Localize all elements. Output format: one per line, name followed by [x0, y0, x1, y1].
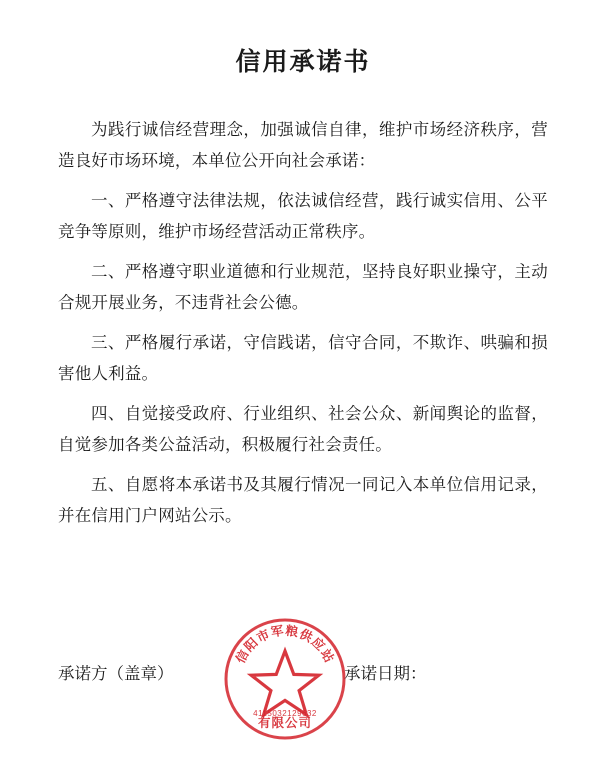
paragraph-item-4: 四、自觉接受政府、行业组织、社会公众、新闻舆论的监督，自觉参加各类公益活动，积极履行社会责任。: [58, 404, 548, 454]
page-title: 信用承诺书: [235, 49, 371, 76]
date-label: 承诺日期：: [344, 664, 427, 683]
paragraph-item-2: 二、严格遵守职业道德和行业规范，坚持良好职业操守，主动合规开展业务，不违背社会公德。: [58, 262, 548, 312]
seal-bottom-text: 有限公司: [257, 716, 313, 730]
document-page: [0, 42, 606, 775]
paragraph-intro: 为践行诚信经营理念，加强诚信自律，维护市场经济秩序，营造良好市场环境，本单位公开向社会承诺：: [58, 120, 548, 170]
signature-row: [58, 660, 548, 684]
paragraph-item-1: 一、严格遵守法律法规，依法诚信经营，践行诚实信用、公平竞争等原则，维护市场经营活动正常秩序。: [58, 191, 548, 241]
promisor-label: 承诺方（盖章）: [58, 664, 174, 683]
paragraph-item-3: 三、严格履行承诺，守信践诺，信守合同，不欺诈、哄骗和损害他人利益。: [58, 333, 548, 383]
document-body: [58, 114, 548, 531]
paragraph-item-5: 五、自愿将本承诺书及其履行情况一同记入本单位信用记录，并在信用门户网站公示。: [58, 475, 548, 525]
seal-arc-text: 信阳市军粮供应站: [233, 623, 337, 666]
seal-serial-number: 4115032129632: [253, 709, 317, 718]
